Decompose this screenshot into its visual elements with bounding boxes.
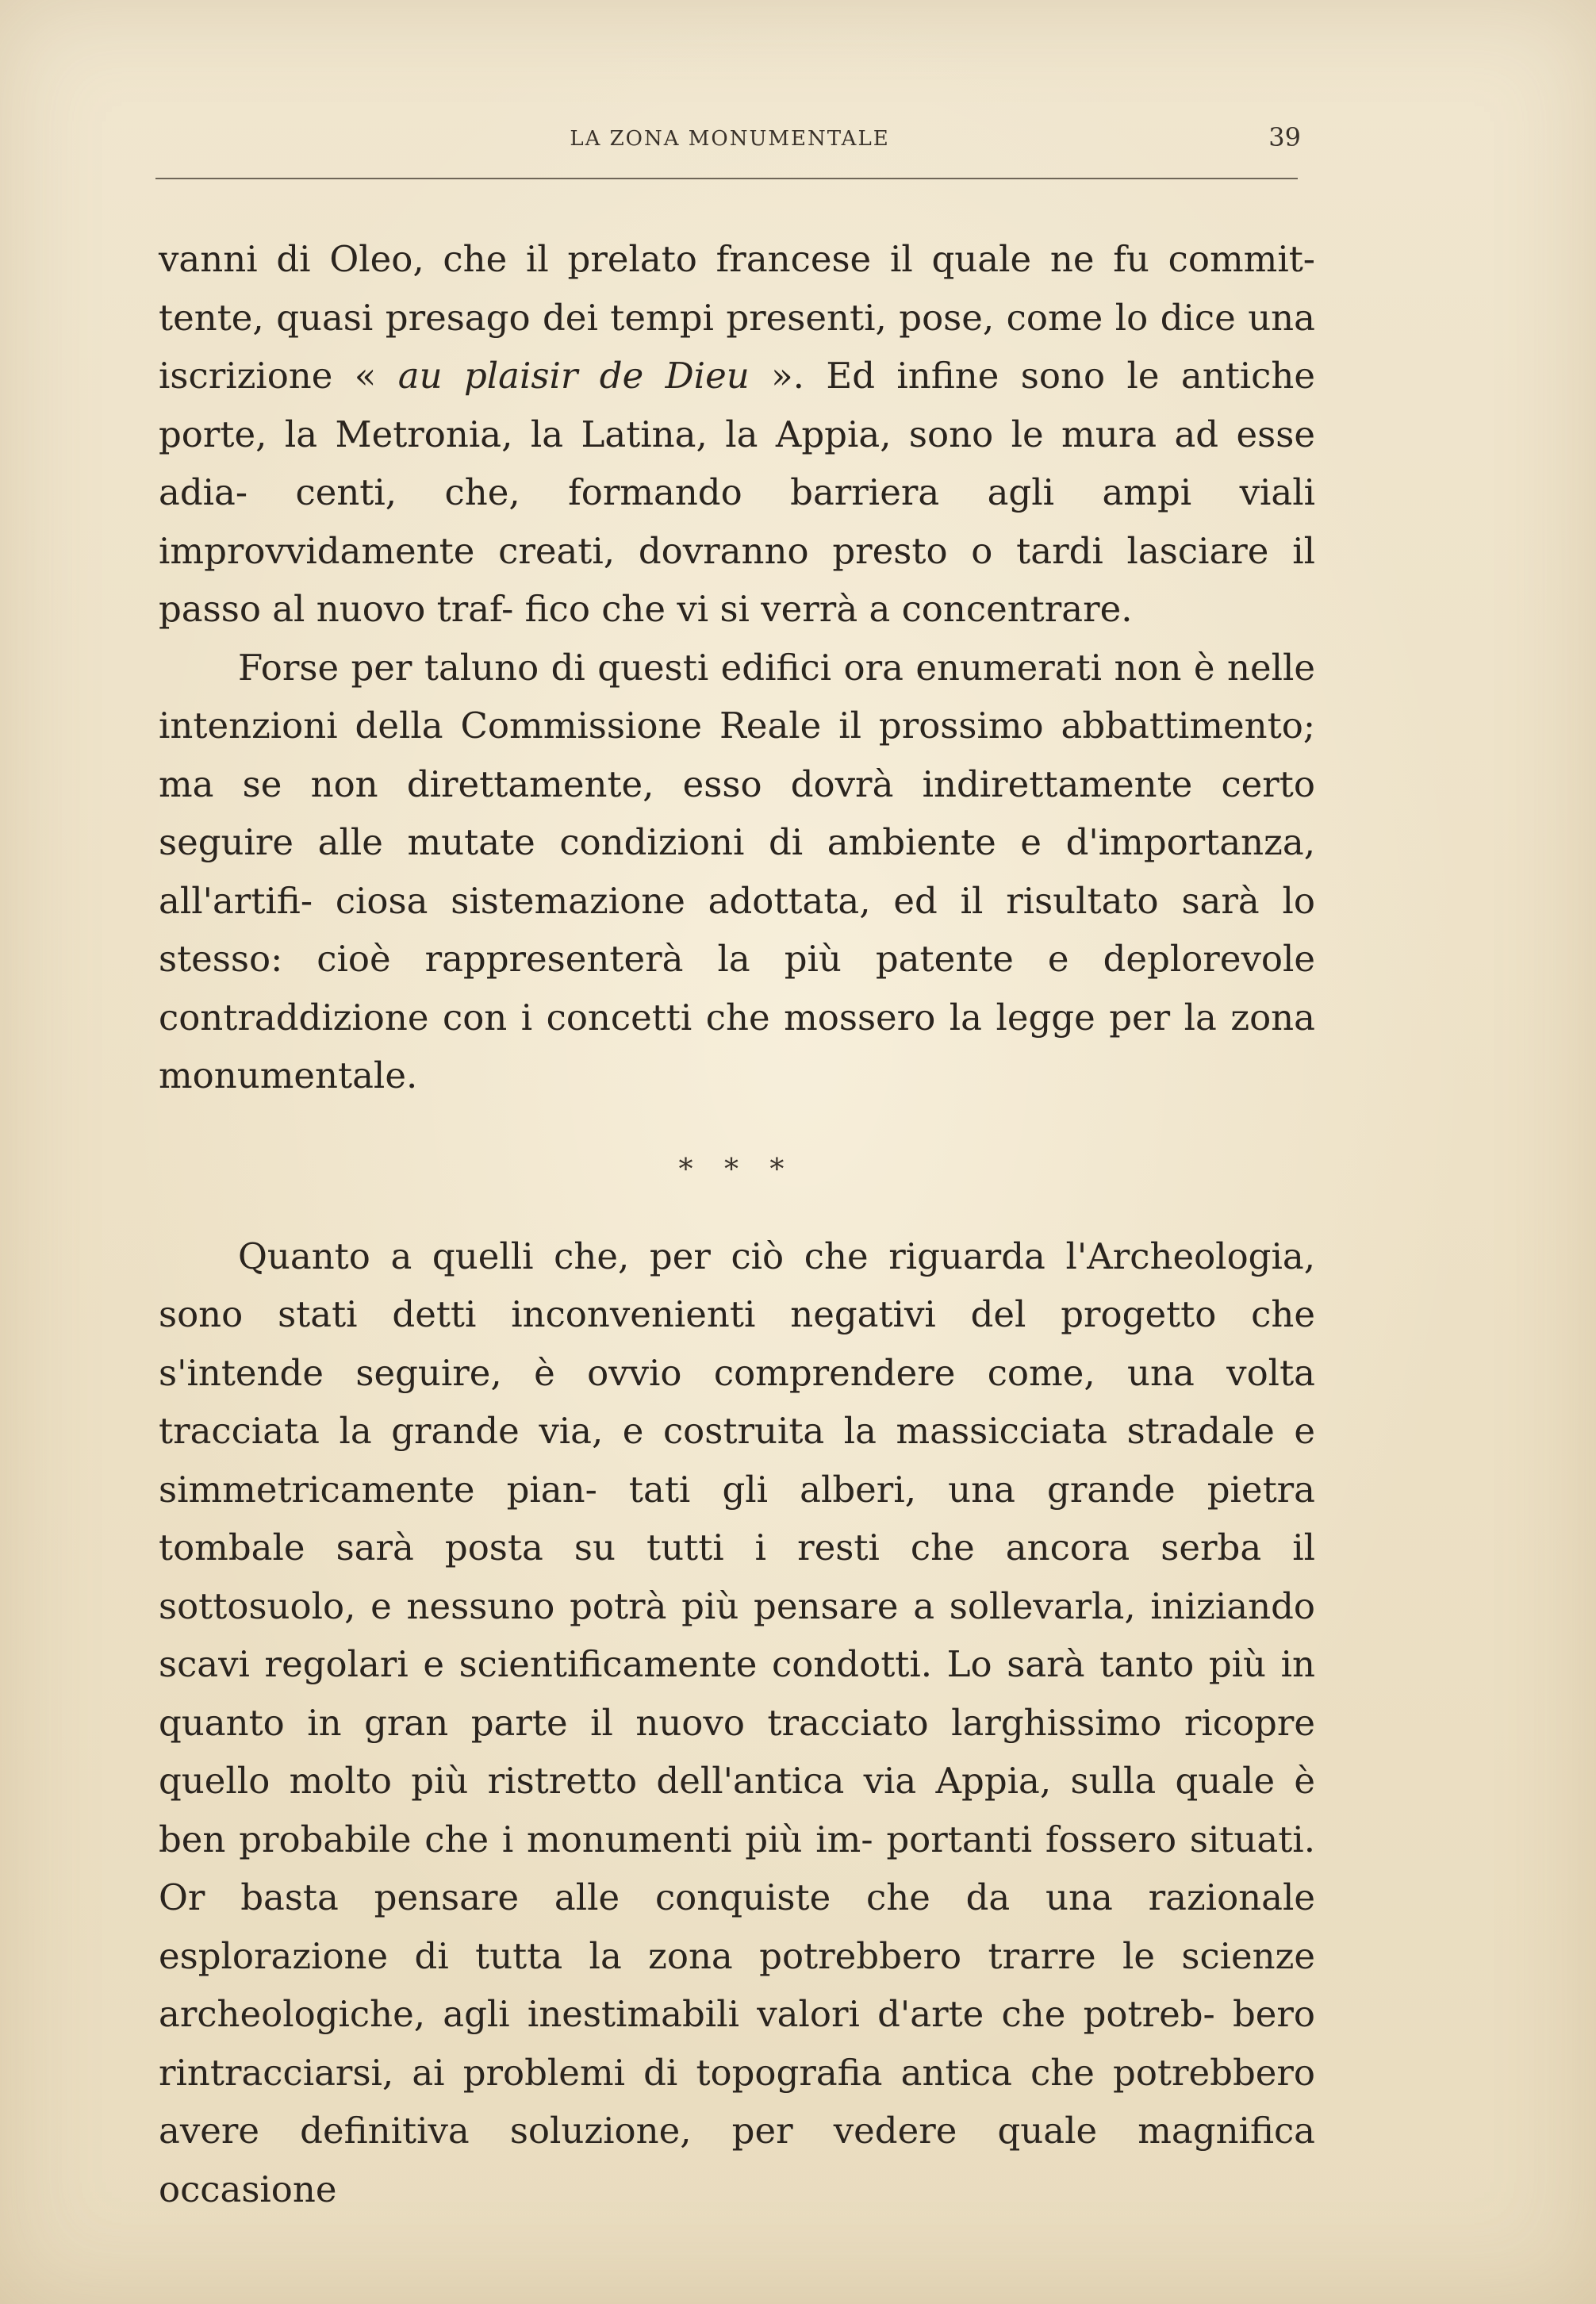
paragraph-1-text-a: vanni di Oleo, che il prelato francese il quale ne fu commit- tente, quasi presago dei tempi presenti, pose, come lo dice una iscrizione « [159, 238, 1315, 397]
page-number: 39 [1268, 122, 1301, 152]
paragraph-3: Quanto a quelli che, per ciò che riguarda l'Archeologia, sono stati detti inconvenienti negativi del progetto che s'intende seguire, è ovvio comprendere come, una volta tracciata la grande via, e costruita la massicciata stradale e simmetricamente pian- tati gli alberi, una grande pietra tombale sarà posta su tutti i resti che ancora serba il sottosuolo, e nessuno potrà più pensare a sollevarla, iniziando scavi regolari e scientificamente condotti. Lo sarà tanto più in quanto in gran parte il nuovo tracciato larghissimo ricopre quello molto più ristretto dell'antica via Appia, sulla quale è ben probabile che i monumenti più im- portanti fossero situati. Or basta pensare alle conquiste che da una razionale esplorazione di tutta la zona potrebbero trarre le scienze archeologiche, agli inestimabili valori d'arte che potreb- bero rintracciarsi, ai problemi di topografia antica che potrebbero avere definitiva soluzione, per vedere quale magnifica occasione [159, 1235, 1315, 2210]
section-separator: * * * [678, 1153, 796, 1186]
paragraph-1-text-b: ». Ed infine sono le antiche porte, la Metronia, la Latina, la Appia, sono le mura ad esse adia- centi, che, formando barriera agli ampi viali improvvidamente creati, dovranno presto o tardi lasciare il passo al nuovo traf- fico che vi si verrà a concentrare. [159, 355, 1315, 630]
paragraph-1 [159, 230, 1315, 639]
paragraph-1-italic-quote: au plaisir de Dieu [397, 355, 750, 397]
running-head [159, 119, 1301, 167]
paragraph-2: Forse per taluno di questi edifici ora enumerati non è nelle intenzioni della Commissione Reale il prossimo abbattimento; ma se non direttamente, esso dovrà indirettamente certo seguire alle mutate condizioni di ambiente e d'importanza, all'artifi- ciosa sistemazione adottata, ed il risultato sarà lo stesso: cioè rappresenterà la più patente e deplorevole contraddizione con i concetti che mossero la legge per la zona monumentale. [159, 646, 1315, 1096]
body-text [159, 230, 1315, 2218]
header-rule [155, 178, 1298, 179]
running-title: LA ZONA MONUMENTALE [570, 127, 890, 151]
